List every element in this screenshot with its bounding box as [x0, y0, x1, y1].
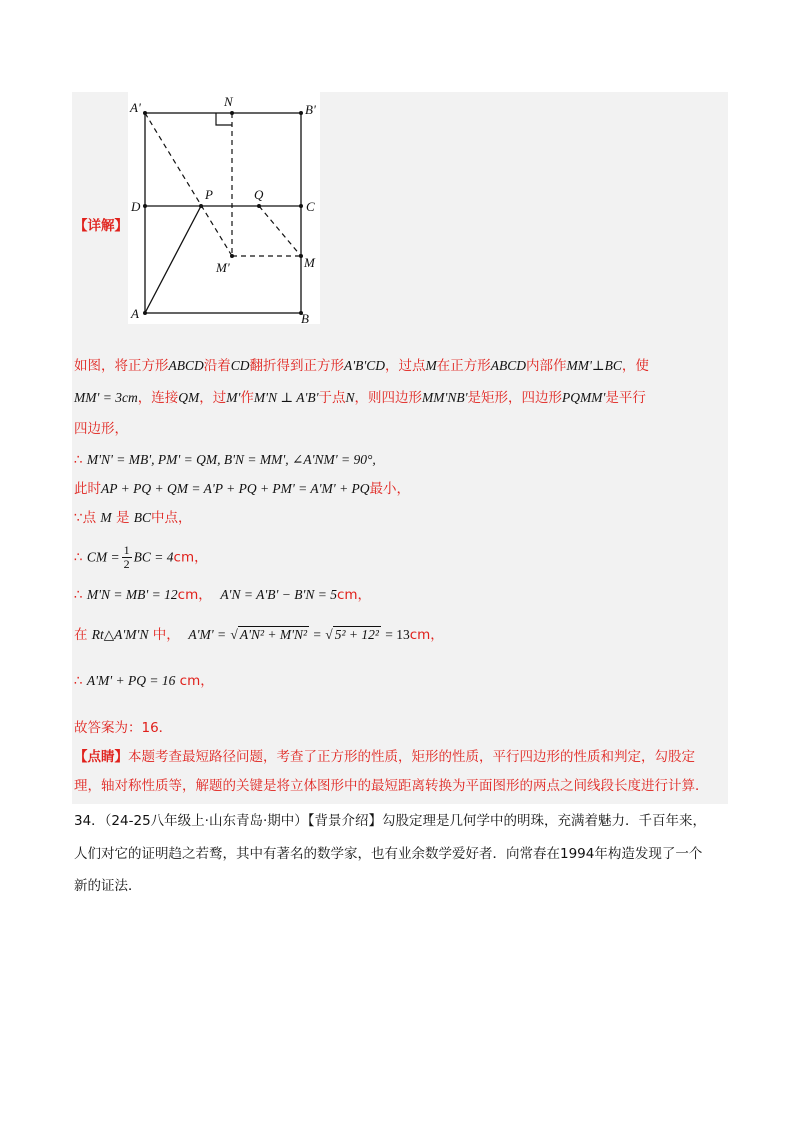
point-q: [257, 204, 261, 208]
right-angle-mark: [216, 113, 232, 125]
comment-line-1: 【点睛】本题考查最短路径问题，考查了正方形的性质，矩形的性质，平行四边形的性质和判定，勾股定: [74, 749, 695, 765]
sqrt-expression-1: √ A'N² + M'N²: [230, 627, 308, 642]
point-c: [299, 204, 303, 208]
label-b: B: [301, 311, 309, 324]
geometry-figure: [128, 92, 320, 324]
question-line-1: 34．（24-25八年级上·山东青岛·期中）【背景介绍】勾股定理是几何学中的明珠，充满着魅力．千百年来，: [74, 813, 706, 829]
label-d: D: [131, 199, 141, 214]
point-n: [230, 111, 234, 115]
question-line-2: 人们对它的证明趋之若鹜，其中有著名的数学家，也有业余数学爱好者．向常春在1994年构造发现了一个: [74, 846, 703, 862]
point-d: [143, 204, 147, 208]
solution-line-10: ∴ A'M' + PQ = 16 cm，: [74, 673, 214, 689]
solution-line-6: ∵点 M 是 BC中点，: [74, 510, 192, 526]
solution-line-2: MM' = 3cm，连接QM，过M'作M'N ⊥ A'B'于点N，则四边形MM'NB'是矩形，四边形PQMM'是平行: [74, 390, 646, 406]
solution-line-4: ∴ M'N' = MB', PM' = QM, B'N = MM', ∠A'NM' = 90°,: [74, 452, 376, 468]
comment-tag: 【点睛】: [74, 749, 128, 765]
solution-line-3: 四边形，: [74, 421, 128, 437]
label-m: M: [304, 255, 315, 270]
point-m-prime: [230, 254, 234, 258]
label-c: C: [306, 199, 315, 214]
solution-line-7: ∴ CM = $\frac{1}{2}$ BC = 4cm，: [74, 543, 208, 571]
solution-line-1: 如图，将正方形ABCD沿着CD翻折得到正方形A'B'CD，过点M在正方形ABCD内部作MM'⊥BC，使: [74, 358, 649, 374]
solution-line-5: 此时AP + PQ + QM = A'P + PQ + PM' = A'M' + PQ最小，: [74, 481, 411, 497]
solution-line-9: 在 Rt△A'M'N 中， A'M' = √ A'N² + M'N² = √ 5² + 12² = 13cm，: [74, 627, 444, 643]
detail-tag: 【详解】: [74, 218, 128, 234]
label-m-prime: M': [216, 260, 230, 275]
label-a: A: [131, 306, 139, 321]
sqrt-expression-2: √ 5² + 12²: [325, 627, 379, 642]
point-p: [199, 204, 203, 208]
segment-a-prime-m-prime: [145, 113, 232, 256]
point-a-prime: [143, 111, 147, 115]
point-b-prime: [299, 111, 303, 115]
question-line-3: 新的证法．: [74, 878, 142, 894]
point-m: [299, 254, 303, 258]
label-p: P: [205, 187, 213, 202]
point-a: [143, 311, 147, 315]
label-a-prime: A': [130, 100, 141, 115]
label-b-prime: B': [305, 102, 316, 117]
answer-line: 故答案为：16．: [74, 720, 173, 736]
segment-qm: [259, 206, 301, 256]
rectangle-outline: [145, 113, 301, 313]
solution-line-8: ∴ M'N = MB' = 12cm， A'N = A'B' − B'N = 5cm，: [74, 587, 372, 603]
comment-line-2: 理，轴对称性质等，解题的关键是将立体图形中的最短距离转换为平面图形的两点之间线段长度进行计算．: [74, 778, 709, 794]
label-n: N: [224, 94, 233, 109]
fraction-one-half: $\frac{1}{2}$: [123, 543, 130, 571]
square-fold-diagram: [128, 92, 320, 324]
segment-ap: [145, 206, 201, 313]
label-q: Q: [254, 187, 264, 202]
